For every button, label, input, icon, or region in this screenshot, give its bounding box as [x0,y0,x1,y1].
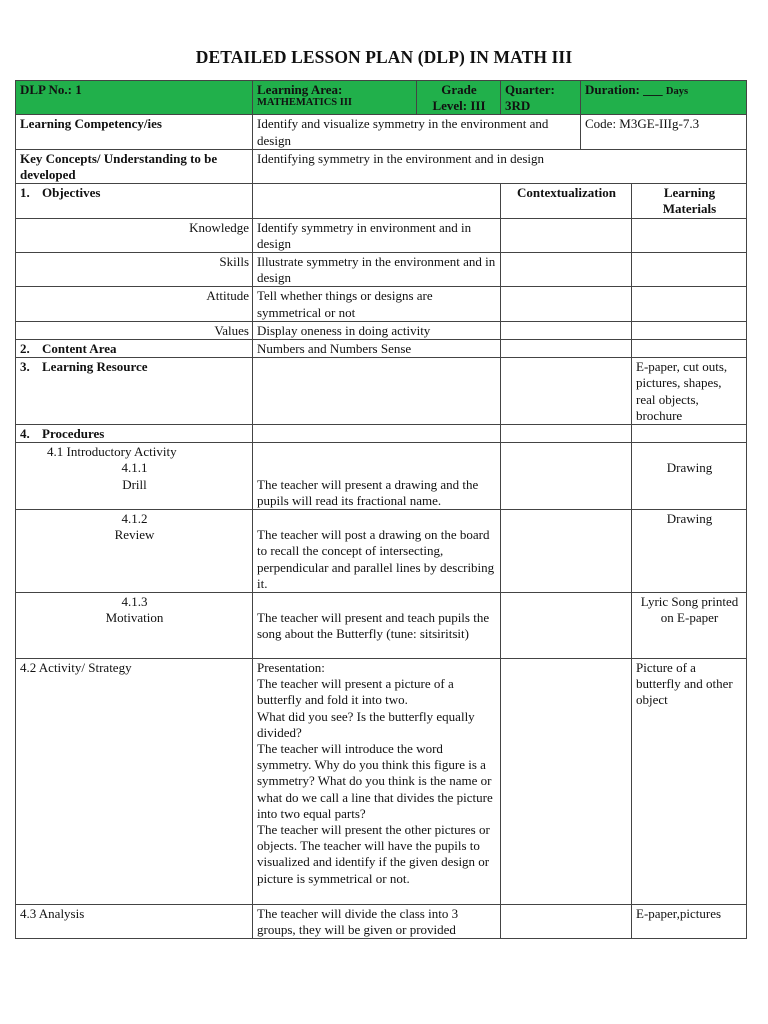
objectives-blank [253,184,501,218]
competency-row [16,115,747,149]
motivation-text: The teacher will present and teach pupils the song about the Butterfly (tune: sitsiritsit) [257,610,490,642]
objectives-row [16,184,747,218]
review-row [16,510,747,593]
duration-label: Duration: ___ [585,82,663,97]
activity-row [16,659,747,905]
objective-attitude-materials [632,287,747,321]
objective-values-row [16,321,747,339]
contextualization-heading: Contextualization [501,184,632,218]
review-context [501,510,632,593]
activity-line-other-pictures: The teacher will present the other pictures or objects. The teacher will have the pupils to visualized and identify if the given design or picture is symmetrical or not. [257,822,490,886]
learning-resource-number: 3. [20,359,30,375]
drill-number: 4.1.1 [121,460,148,476]
objective-values-context [501,321,632,339]
drill-text-cell [253,443,501,510]
learning-resource-heading [16,358,253,425]
review-materials: Drawing [632,510,747,593]
drill-name: Drill [122,476,147,492]
analysis-materials: E-paper,pictures [632,905,747,939]
learning-resource-context [501,358,632,425]
objectives-heading [16,184,253,218]
learning-area-value: MATHEMATICS III [257,97,352,109]
quarter-value: 3RD [505,98,531,114]
content-area-materials [632,340,747,358]
content-area-heading [16,340,253,358]
key-concepts-row [16,149,747,183]
review-number: 4.1.2 [121,511,148,527]
document-title: DETAILED LESSON PLAN (DLP) IN MATH III [195,47,573,67]
dlp-number-cell [16,81,253,115]
objective-knowledge-materials [632,218,747,252]
motivation-materials: Lyric Song printed on E-paper [632,593,747,659]
quarter-label: Quarter: [505,82,555,97]
content-area-context [501,340,632,358]
learning-resource-value [253,358,501,425]
analysis-context [501,905,632,939]
competency-value: Identify and visualize symmetry in the environment and design [253,115,581,149]
activity-line-butterfly: The teacher will present a picture of a butterfly and fold it into two. [257,676,454,708]
key-concepts-value: Identifying symmetry in the environment and in design [253,149,747,183]
objective-knowledge-row [16,218,747,252]
motivation-number: 4.1.3 [121,594,148,610]
content-area-number: 2. [20,341,30,357]
analysis-text: The teacher will divide the class into 3 groups, they will be given or provided [253,905,501,939]
quarter-cell [501,81,581,115]
drill-text: The teacher will present a drawing and the pupils will read its fractional name. [257,476,479,508]
review-text-cell [253,510,501,593]
procedures-label: Procedures [42,426,105,442]
objective-knowledge-label: Knowledge [16,218,253,252]
drill-materials: Drawing [666,460,713,476]
analysis-label: 4.3 Analysis [16,905,253,939]
objective-attitude-label: Attitude [16,287,253,321]
drill-row [16,443,747,510]
duration-unit: Days [665,86,689,97]
activity-materials: Picture of a butterfly and other object [632,659,747,905]
drill-materials-cell [632,443,747,510]
objective-skills-value: Illustrate symmetry in the environment and in design [253,253,501,287]
review-label-cell [16,510,253,593]
activity-line-presentation: Presentation: [257,660,325,676]
activity-label: 4.2 Activity/ Strategy [16,659,253,905]
drill-context [501,443,632,510]
procedures-number: 4. [20,426,30,442]
procedures-context [501,425,632,443]
procedures-heading [16,425,253,443]
learning-materials-heading: Learning Materials [632,184,747,218]
procedures-value [253,425,501,443]
competency-code: Code: M3GE-IIIg-7.3 [581,115,747,149]
review-text: The teacher will post a drawing on the board to recall the concept of intersecting, perpendicular and parallel lines by describing it. [257,527,495,591]
learning-resource-label: Learning Resource [42,359,148,375]
activity-line-question: What did you see? Is the butterfly equally divided? [257,708,475,740]
grade-value: Level: III [432,98,486,114]
procedures-materials [632,425,747,443]
objective-attitude-context [501,287,632,321]
review-name: Review [114,527,155,543]
learning-area-label: Learning Area: [257,82,343,97]
objectives-number: 1. [20,185,30,201]
grade-label: Grade [441,82,477,97]
learning-resource-row [16,358,747,425]
objective-values-materials [632,321,747,339]
duration-cell [581,81,747,115]
lesson-plan-table [15,80,747,939]
objectives-label: Objectives [42,185,101,201]
activity-line-symmetry: The teacher will introduce the word symmetry. Why do you think this figure is a symmetry? What do you think is the name or what do we call a line that divides the picture into two equal parts? [257,741,493,821]
motivation-name: Motivation [105,610,164,626]
grade-cell [417,81,501,115]
header-row [16,81,747,115]
learning-area-cell [253,81,417,115]
drill-label-cell [16,443,253,510]
objective-values-value: Display oneness in doing activity [253,321,501,339]
analysis-row [16,905,747,939]
objective-attitude-value: Tell whether things or designs are symmetrical or not [253,287,501,321]
objective-attitude-row [16,287,747,321]
learning-resource-materials: E-paper, cut outs, pictures, shapes, real objects, brochure [632,358,747,425]
objective-knowledge-context [501,218,632,252]
content-area-row [16,340,747,358]
competency-label: Learning Competency/ies [16,115,253,149]
objective-skills-label: Skills [16,253,253,287]
motivation-row [16,593,747,659]
content-area-value: Numbers and Numbers Sense [253,340,501,358]
content-area-label: Content Area [42,341,117,357]
objective-knowledge-value: Identify symmetry in environment and in design [253,218,501,252]
objective-skills-materials [632,253,747,287]
objective-skills-context [501,253,632,287]
dlp-number: DLP No.: 1 [20,82,82,97]
procedures-row [16,425,747,443]
intro-activity-label: 4.1 Introductory Activity [47,444,177,460]
motivation-context [501,593,632,659]
objective-skills-row [16,253,747,287]
motivation-text-cell [253,593,501,659]
activity-text-cell [253,659,501,905]
motivation-label-cell [16,593,253,659]
objective-values-label: Values [16,321,253,339]
key-concepts-label: Key Concepts/ Understanding to be developed [16,149,253,183]
activity-context [501,659,632,905]
